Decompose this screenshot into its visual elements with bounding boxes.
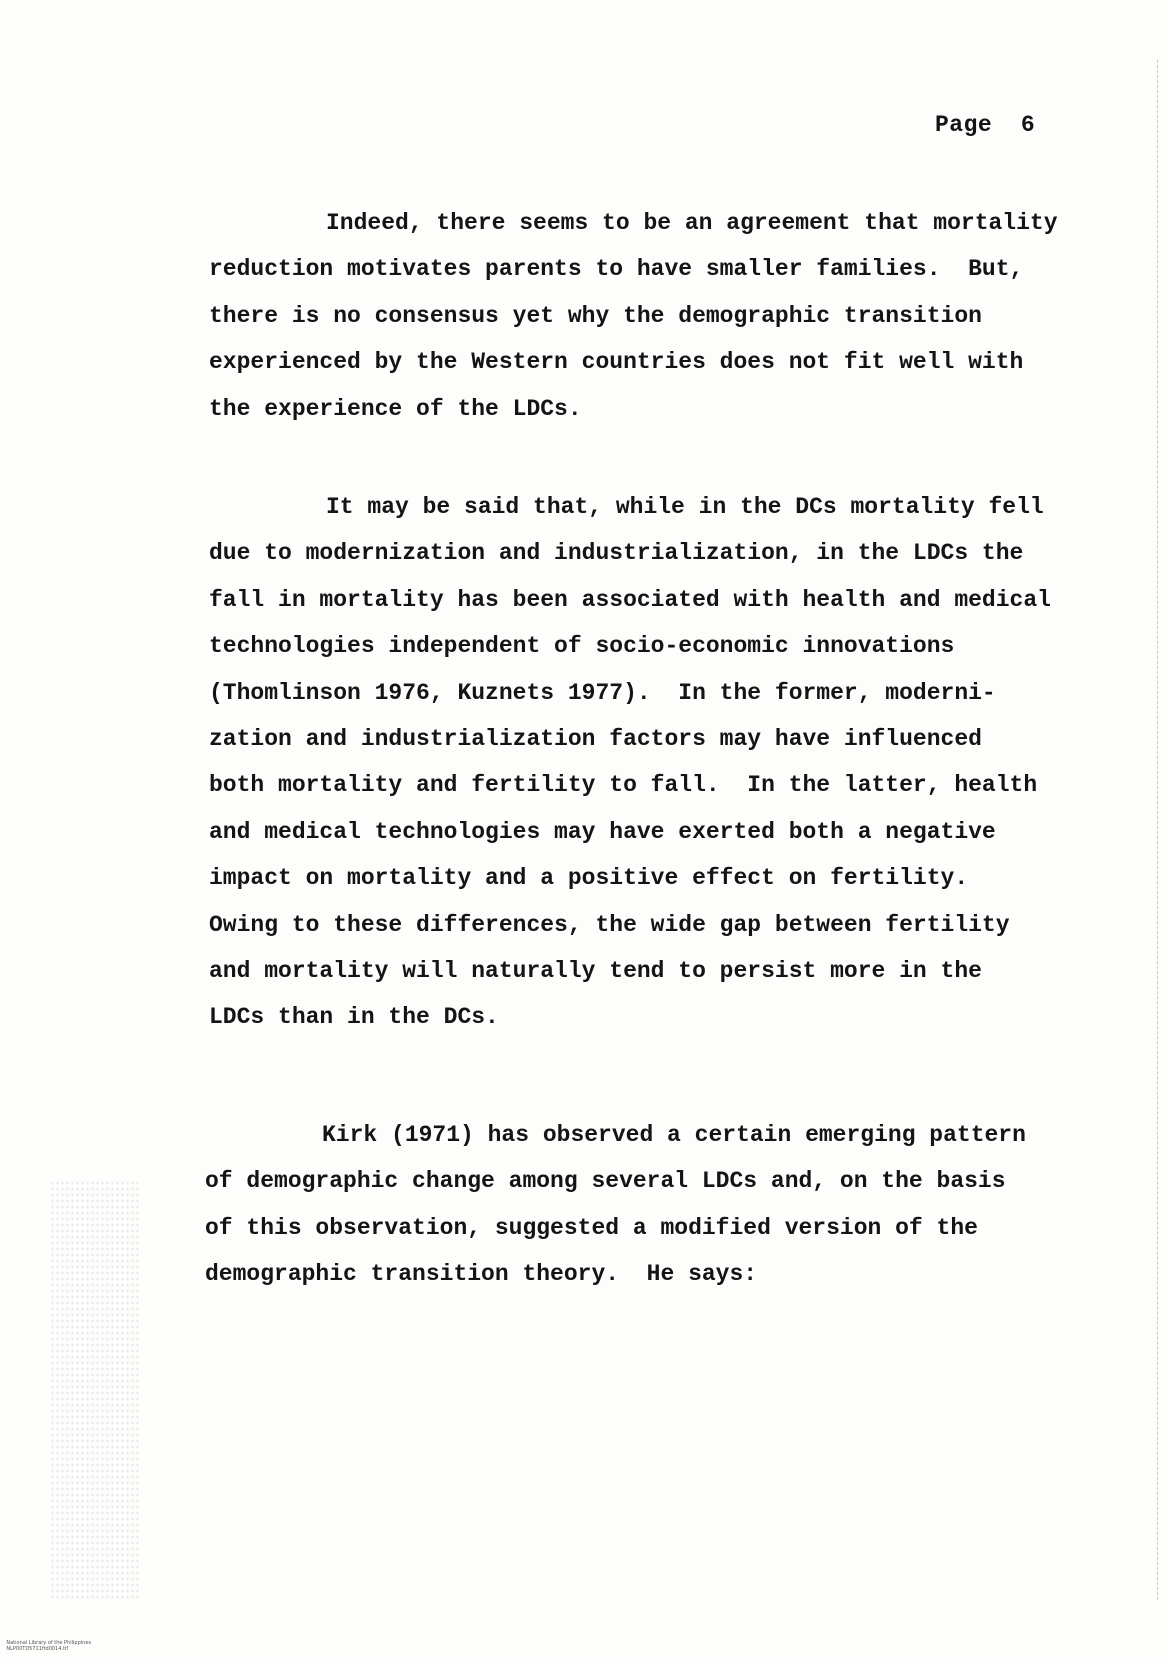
paragraph-1 xyxy=(209,200,1109,432)
scan-noise xyxy=(50,1180,140,1600)
scan-edge xyxy=(1157,60,1168,1600)
paragraph-line: experienced by the Western countries does not fit well with xyxy=(209,349,1024,376)
paragraph-line: impact on mortality and a positive effect on fertility. xyxy=(209,865,969,892)
paragraph-line: there is no consensus yet why the demographic transition xyxy=(209,302,982,329)
paragraph-line: due to modernization and industrialization, in the LDCs the xyxy=(209,540,1024,567)
paragraph-line: Owing to these differences, the wide gap between fertility xyxy=(209,911,1010,938)
paragraph-line: both mortality and fertility to fall. In the latter, health xyxy=(209,772,1038,799)
paragraph-line: LDCs than in the DCs. xyxy=(209,1004,499,1031)
paragraph-2 xyxy=(209,484,1109,1041)
paragraph-line: Indeed, there seems to be an agreement that mortality xyxy=(326,210,1058,236)
paragraph-line: It may be said that, while in the DCs mortality fell xyxy=(326,494,1044,520)
paragraph-line: the experience of the LDCs. xyxy=(209,395,582,422)
paragraph-line: reduction motivates parents to have smaller families. But, xyxy=(209,256,1024,283)
footer-library: National Library of the Philippines xyxy=(6,1640,91,1646)
paragraph-line: (Thomlinson 1976, Kuznets 1977). In the former, moderni- xyxy=(209,679,996,706)
paragraph-line: zation and industrialization factors may have influenced xyxy=(209,725,982,752)
paragraph-line: and medical technologies may have exerted both a negative xyxy=(209,818,996,845)
paragraph-line: of demographic change among several LDCs and, on the basis xyxy=(205,1168,1006,1195)
paragraph-line: demographic transition theory. He says: xyxy=(205,1261,758,1288)
footer-file-id: NLP00TD5711ftd0014.tif xyxy=(6,1646,69,1652)
paragraph-3 xyxy=(205,1112,1105,1298)
page-number: Page 6 xyxy=(935,112,1036,138)
paragraph-line: fall in mortality has been associated with health and medical xyxy=(209,586,1051,613)
scan-footer xyxy=(0,1634,105,1658)
paragraph-line: Kirk (1971) has observed a certain emerging pattern xyxy=(322,1122,1026,1148)
paragraph-line: and mortality will naturally tend to persist more in the xyxy=(209,957,982,984)
paragraph-line: technologies independent of socio-economic innovations xyxy=(209,633,955,660)
paragraph-line: of this observation, suggested a modified version of the xyxy=(205,1214,978,1241)
